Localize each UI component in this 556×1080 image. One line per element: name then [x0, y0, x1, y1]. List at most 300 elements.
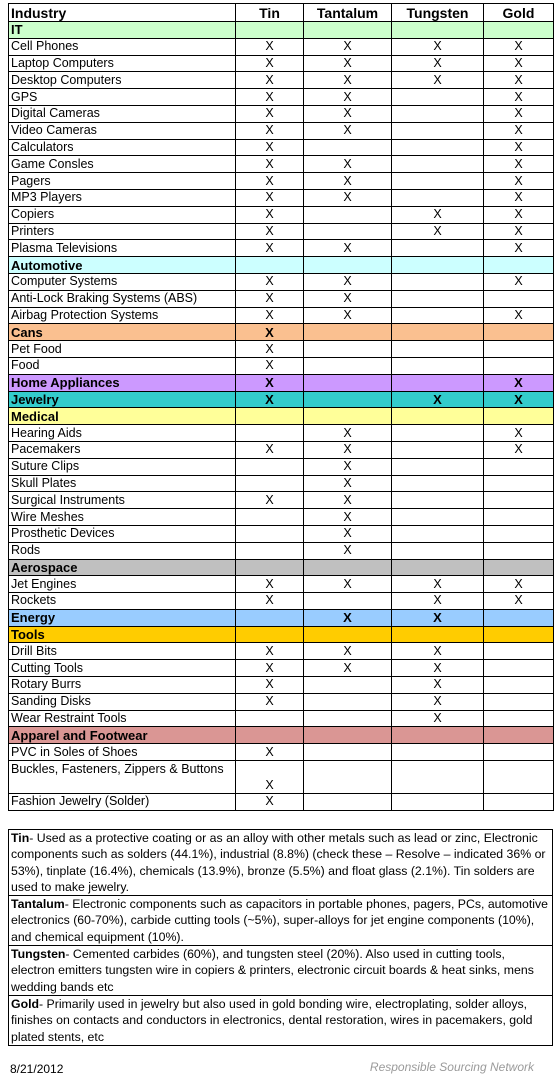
- tin-mark: X: [236, 324, 304, 341]
- header-gold: Gold: [484, 4, 554, 22]
- industry-label: Desktop Computers: [9, 72, 236, 89]
- industry-label: Buckles, Fasteners, Zippers & Buttons: [9, 761, 236, 794]
- industry-label: Fashion Jewelry (Solder): [9, 794, 236, 811]
- section-row: [9, 727, 554, 744]
- industry-label: Video Cameras: [9, 122, 236, 139]
- gold-mark: X: [484, 105, 554, 122]
- tungsten-mark: [392, 425, 484, 442]
- tin-mark: [236, 542, 304, 559]
- tantalum-mark: X: [304, 273, 392, 290]
- industry-label: Wear Restraint Tools: [9, 710, 236, 727]
- gold-mark: X: [484, 391, 554, 408]
- table-row: [9, 425, 554, 442]
- tin-mark: X: [236, 307, 304, 324]
- industry-label: Calculators: [9, 139, 236, 156]
- section-label: Automotive: [9, 257, 236, 274]
- table-row: [9, 307, 554, 324]
- tungsten-mark: [392, 509, 484, 526]
- tantalum-mark: [304, 391, 392, 408]
- tin-mark: X: [236, 576, 304, 593]
- industry-label: Drill Bits: [9, 643, 236, 660]
- section-row: [9, 374, 554, 391]
- table-row: [9, 744, 554, 761]
- gold-mark: X: [484, 307, 554, 324]
- tantalum-mark: X: [304, 458, 392, 475]
- tin-mark: X: [236, 593, 304, 610]
- section-label: Energy: [9, 609, 236, 626]
- section-label: Jewelry: [9, 391, 236, 408]
- tin-mark: [236, 509, 304, 526]
- table-row: [9, 290, 554, 307]
- table-row: [9, 693, 554, 710]
- tantalum-mark: X: [304, 441, 392, 458]
- tungsten-mark: [392, 139, 484, 156]
- tungsten-mark: [392, 475, 484, 492]
- tin-mark: X: [236, 223, 304, 240]
- tungsten-mark: [392, 408, 484, 425]
- tin-mark: X: [236, 139, 304, 156]
- industry-label: Hearing Aids: [9, 425, 236, 442]
- table-row: [9, 475, 554, 492]
- tin-mark: [236, 22, 304, 39]
- gold-mark: X: [484, 139, 554, 156]
- tungsten-mark: X: [392, 223, 484, 240]
- gold-mark: [484, 458, 554, 475]
- gold-mark: X: [484, 156, 554, 173]
- gold-mark: [484, 677, 554, 694]
- tantalum-mark: [304, 206, 392, 223]
- gold-mark: [484, 542, 554, 559]
- tungsten-mark: [392, 257, 484, 274]
- industry-label: Computer Systems: [9, 273, 236, 290]
- tungsten-mark: [392, 341, 484, 358]
- tungsten-mark: [392, 441, 484, 458]
- tantalum-mark: X: [304, 492, 392, 509]
- table-row: [9, 341, 554, 358]
- tungsten-mark: X: [392, 206, 484, 223]
- tin-mark: X: [236, 391, 304, 408]
- tin-mark: X: [236, 677, 304, 694]
- table-row: [9, 794, 554, 811]
- tungsten-mark: [392, 105, 484, 122]
- section-label: Medical: [9, 408, 236, 425]
- note-text: - Primarily used in jewelry but also used in gold bonding wire, electroplating, solder alloys, finishes on contacts and conductors in electronics, dental restoration, wires in pacemakers, gold plated stents, etc: [11, 996, 533, 1044]
- tin-mark: [236, 257, 304, 274]
- tin-mark: X: [236, 374, 304, 391]
- tungsten-mark: [392, 156, 484, 173]
- industry-label: Pacemakers: [9, 441, 236, 458]
- gold-mark: X: [484, 425, 554, 442]
- tin-mark: [236, 425, 304, 442]
- industry-label: Printers: [9, 223, 236, 240]
- gold-mark: X: [484, 89, 554, 106]
- gold-mark: [484, 509, 554, 526]
- gold-mark: [484, 693, 554, 710]
- note-tungsten: [9, 946, 553, 996]
- industry-label: Laptop Computers: [9, 55, 236, 72]
- tin-mark: X: [236, 55, 304, 72]
- tantalum-mark: X: [304, 156, 392, 173]
- industry-label: Prosthetic Devices: [9, 525, 236, 542]
- table-row: [9, 55, 554, 72]
- tantalum-mark: X: [304, 542, 392, 559]
- gold-mark: X: [484, 38, 554, 55]
- tantalum-mark: X: [304, 55, 392, 72]
- tantalum-mark: X: [304, 173, 392, 190]
- gold-mark: [484, 525, 554, 542]
- industry-label: Airbag Protection Systems: [9, 307, 236, 324]
- industry-label: Rods: [9, 542, 236, 559]
- gold-mark: [484, 794, 554, 811]
- tantalum-mark: X: [304, 425, 392, 442]
- table-row: [9, 677, 554, 694]
- note-row: [9, 896, 553, 946]
- tungsten-mark: X: [392, 660, 484, 677]
- industry-label: Game Consles: [9, 156, 236, 173]
- footer-organization: Responsible Sourcing Network: [369, 1060, 534, 1074]
- table-row: [9, 273, 554, 290]
- section-label: IT: [9, 22, 236, 39]
- gold-mark: X: [484, 189, 554, 206]
- tin-mark: [236, 626, 304, 643]
- gold-mark: [484, 643, 554, 660]
- section-row: [9, 609, 554, 626]
- gold-mark: [484, 761, 554, 794]
- section-row: [9, 408, 554, 425]
- tantalum-mark: [304, 374, 392, 391]
- tungsten-mark: X: [392, 609, 484, 626]
- gold-mark: [484, 290, 554, 307]
- table-row: [9, 593, 554, 610]
- tantalum-mark: [304, 341, 392, 358]
- gold-mark: X: [484, 55, 554, 72]
- tantalum-mark: X: [304, 189, 392, 206]
- tungsten-mark: [392, 173, 484, 190]
- tantalum-mark: [304, 710, 392, 727]
- tungsten-mark: X: [392, 643, 484, 660]
- tungsten-mark: X: [392, 710, 484, 727]
- note-metal-name: Gold: [11, 996, 40, 1011]
- table-row: [9, 206, 554, 223]
- section-label: Cans: [9, 324, 236, 341]
- tin-mark: X: [236, 206, 304, 223]
- header-tungsten: Tungsten: [392, 4, 484, 22]
- table-row: [9, 38, 554, 55]
- industry-label: PVC in Soles of Shoes: [9, 744, 236, 761]
- note-row: [9, 830, 553, 896]
- gold-mark: X: [484, 374, 554, 391]
- tungsten-mark: X: [392, 593, 484, 610]
- tungsten-mark: [392, 240, 484, 257]
- tungsten-mark: [392, 357, 484, 374]
- table-row: [9, 576, 554, 593]
- gold-mark: X: [484, 593, 554, 610]
- tin-mark: X: [236, 794, 304, 811]
- tin-mark: X: [236, 357, 304, 374]
- tungsten-mark: X: [392, 38, 484, 55]
- metal-notes: [8, 829, 553, 1046]
- industry-label: Digital Cameras: [9, 105, 236, 122]
- section-row: [9, 626, 554, 643]
- tungsten-mark: [392, 542, 484, 559]
- industry-label: Rockets: [9, 593, 236, 610]
- industry-label: Food: [9, 357, 236, 374]
- tantalum-mark: [304, 139, 392, 156]
- table-row: [9, 357, 554, 374]
- table-row: [9, 156, 554, 173]
- industry-label: Cutting Tools: [9, 660, 236, 677]
- gold-mark: [484, 357, 554, 374]
- tantalum-mark: [304, 744, 392, 761]
- tin-mark: [236, 559, 304, 576]
- table-header-row: [9, 4, 554, 22]
- tin-mark: X: [236, 693, 304, 710]
- note-metal-name: Tungsten: [11, 947, 66, 962]
- tin-mark: X: [236, 89, 304, 106]
- tantalum-mark: [304, 626, 392, 643]
- gold-mark: [484, 727, 554, 744]
- tantalum-mark: X: [304, 643, 392, 660]
- gold-mark: [484, 710, 554, 727]
- tantalum-mark: [304, 761, 392, 794]
- tantalum-mark: X: [304, 660, 392, 677]
- note-gold: [9, 995, 553, 1045]
- gold-mark: [484, 22, 554, 39]
- section-row: [9, 559, 554, 576]
- tin-mark: X: [236, 189, 304, 206]
- table-row: [9, 139, 554, 156]
- gold-mark: X: [484, 122, 554, 139]
- tantalum-mark: [304, 257, 392, 274]
- tantalum-mark: [304, 727, 392, 744]
- tantalum-mark: [304, 22, 392, 39]
- gold-mark: [484, 559, 554, 576]
- industry-metals-table: [8, 3, 554, 811]
- section-label: Tools: [9, 626, 236, 643]
- note-text: - Cemented carbides (60%), and tungsten steel (20%). Also used in cutting tools, electron emitters tungsten wire in copiers & printers, electronic circuit boards & heat sinks, mens wedding bands etc: [11, 947, 534, 994]
- tantalum-mark: [304, 794, 392, 811]
- header-tantalum: Tantalum: [304, 4, 392, 22]
- header-tin: Tin: [236, 4, 304, 22]
- tungsten-mark: [392, 89, 484, 106]
- gold-mark: [484, 744, 554, 761]
- gold-mark: [484, 257, 554, 274]
- tungsten-mark: [392, 525, 484, 542]
- tungsten-mark: X: [392, 693, 484, 710]
- tin-mark: X: [236, 744, 304, 761]
- industry-label: Pagers: [9, 173, 236, 190]
- tungsten-mark: [392, 374, 484, 391]
- tantalum-mark: [304, 408, 392, 425]
- note-text: - Electronic components such as capacitors in portable phones, pagers, PCs, automotive electronics (60-70%), carbide cutting tools (~5%), super-alloys for jet engine components (10%), and chemical equipment (10%).: [11, 897, 548, 944]
- industry-label: MP3 Players: [9, 189, 236, 206]
- tantalum-mark: X: [304, 609, 392, 626]
- header-industry: Industry: [9, 4, 236, 22]
- note-tin: [9, 830, 553, 896]
- industry-label: Suture Clips: [9, 458, 236, 475]
- gold-mark: X: [484, 72, 554, 89]
- table-row: [9, 72, 554, 89]
- table-row: [9, 492, 554, 509]
- tin-mark: X: [236, 173, 304, 190]
- table-row: [9, 441, 554, 458]
- gold-mark: X: [484, 576, 554, 593]
- gold-mark: X: [484, 273, 554, 290]
- industry-label: Sanding Disks: [9, 693, 236, 710]
- gold-mark: [484, 408, 554, 425]
- gold-mark: [484, 492, 554, 509]
- industry-label: Cell Phones: [9, 38, 236, 55]
- industry-label: GPS: [9, 89, 236, 106]
- tin-mark: X: [236, 122, 304, 139]
- gold-mark: [484, 324, 554, 341]
- tungsten-mark: [392, 189, 484, 206]
- tungsten-mark: [392, 22, 484, 39]
- tungsten-mark: [392, 307, 484, 324]
- tantalum-mark: X: [304, 105, 392, 122]
- note-row: [9, 995, 553, 1045]
- table-row: [9, 643, 554, 660]
- tantalum-mark: [304, 593, 392, 610]
- table-row: [9, 173, 554, 190]
- tungsten-mark: [392, 273, 484, 290]
- section-label: Home Appliances: [9, 374, 236, 391]
- tungsten-mark: [392, 761, 484, 794]
- tin-mark: X: [236, 240, 304, 257]
- tin-mark: [236, 710, 304, 727]
- table-row: [9, 509, 554, 526]
- tin-mark: [236, 525, 304, 542]
- industry-label: Anti-Lock Braking Systems (ABS): [9, 290, 236, 307]
- tin-mark: [236, 609, 304, 626]
- tantalum-mark: X: [304, 240, 392, 257]
- note-metal-name: Tantalum: [11, 897, 65, 912]
- tungsten-mark: [392, 626, 484, 643]
- note-tantalum: [9, 896, 553, 946]
- industry-label: Surgical Instruments: [9, 492, 236, 509]
- tin-mark: [236, 727, 304, 744]
- tin-mark: X: [236, 341, 304, 358]
- gold-mark: X: [484, 441, 554, 458]
- tantalum-mark: X: [304, 509, 392, 526]
- footer-date: 8/21/2012: [10, 1062, 64, 1076]
- gold-mark: X: [484, 240, 554, 257]
- table-row: [9, 223, 554, 240]
- tungsten-mark: [392, 492, 484, 509]
- tungsten-mark: X: [392, 55, 484, 72]
- industry-label: Wire Meshes: [9, 509, 236, 526]
- table-row: [9, 122, 554, 139]
- tantalum-mark: X: [304, 290, 392, 307]
- tin-mark: X: [236, 156, 304, 173]
- table-row: [9, 189, 554, 206]
- section-row: [9, 257, 554, 274]
- tin-mark: X: [236, 441, 304, 458]
- tantalum-mark: [304, 677, 392, 694]
- section-row: [9, 22, 554, 39]
- section-label: Apparel and Footwear: [9, 727, 236, 744]
- tantalum-mark: [304, 324, 392, 341]
- tungsten-mark: [392, 744, 484, 761]
- tantalum-mark: [304, 559, 392, 576]
- table-row: [9, 710, 554, 727]
- table-row: [9, 458, 554, 475]
- tungsten-mark: [392, 324, 484, 341]
- tungsten-mark: [392, 727, 484, 744]
- note-row: [9, 946, 553, 996]
- tin-mark: X: [236, 105, 304, 122]
- tin-mark: X: [236, 492, 304, 509]
- gold-mark: [484, 341, 554, 358]
- tin-mark: X: [236, 643, 304, 660]
- tin-mark: X: [236, 290, 304, 307]
- table-row: [9, 105, 554, 122]
- section-row: [9, 324, 554, 341]
- tin-mark: [236, 458, 304, 475]
- gold-mark: X: [484, 206, 554, 223]
- tungsten-mark: X: [392, 72, 484, 89]
- tungsten-mark: [392, 559, 484, 576]
- table-row: [9, 89, 554, 106]
- tungsten-mark: [392, 290, 484, 307]
- tin-mark: X: [236, 273, 304, 290]
- gold-mark: [484, 609, 554, 626]
- industry-label: Pet Food: [9, 341, 236, 358]
- industry-label: Jet Engines: [9, 576, 236, 593]
- gold-mark: [484, 475, 554, 492]
- tantalum-mark: X: [304, 307, 392, 324]
- industry-label: Plasma Televisions: [9, 240, 236, 257]
- tin-mark: X: [236, 38, 304, 55]
- tantalum-mark: X: [304, 122, 392, 139]
- section-label: Aerospace: [9, 559, 236, 576]
- tungsten-mark: [392, 458, 484, 475]
- table-row: [9, 525, 554, 542]
- tungsten-mark: X: [392, 677, 484, 694]
- tungsten-mark: X: [392, 391, 484, 408]
- tantalum-mark: [304, 357, 392, 374]
- tantalum-mark: X: [304, 576, 392, 593]
- tungsten-mark: [392, 122, 484, 139]
- tin-mark: X: [236, 660, 304, 677]
- tantalum-mark: X: [304, 475, 392, 492]
- section-row: [9, 391, 554, 408]
- tin-mark: [236, 475, 304, 492]
- tantalum-mark: X: [304, 72, 392, 89]
- tantalum-mark: [304, 693, 392, 710]
- industry-label: Rotary Burrs: [9, 677, 236, 694]
- tin-mark: X: [236, 72, 304, 89]
- note-metal-name: Tin: [11, 831, 30, 845]
- industry-label: Copiers: [9, 206, 236, 223]
- table-row: [9, 240, 554, 257]
- gold-mark: X: [484, 223, 554, 240]
- table-row: [9, 660, 554, 677]
- gold-mark: [484, 660, 554, 677]
- table-row: [9, 761, 554, 794]
- tungsten-mark: X: [392, 576, 484, 593]
- note-text: - Used as a protective coating or as an alloy with other metals such as lead or zinc, Electronic components such as solders (44.1%), industrial (8.8%) (check these – Resolve – indicated 36% or 53%), tinplate (16.4%), chemicals (13.9%), bronze (5.5%) and float glass (2.1%). Tin solders are used to make jewelry.: [11, 831, 546, 894]
- tin-mark: X: [236, 761, 304, 794]
- industry-label: Skull Plates: [9, 475, 236, 492]
- tungsten-mark: [392, 794, 484, 811]
- tantalum-mark: [304, 223, 392, 240]
- tin-mark: [236, 408, 304, 425]
- tantalum-mark: X: [304, 38, 392, 55]
- gold-mark: X: [484, 173, 554, 190]
- tantalum-mark: X: [304, 89, 392, 106]
- table-row: [9, 542, 554, 559]
